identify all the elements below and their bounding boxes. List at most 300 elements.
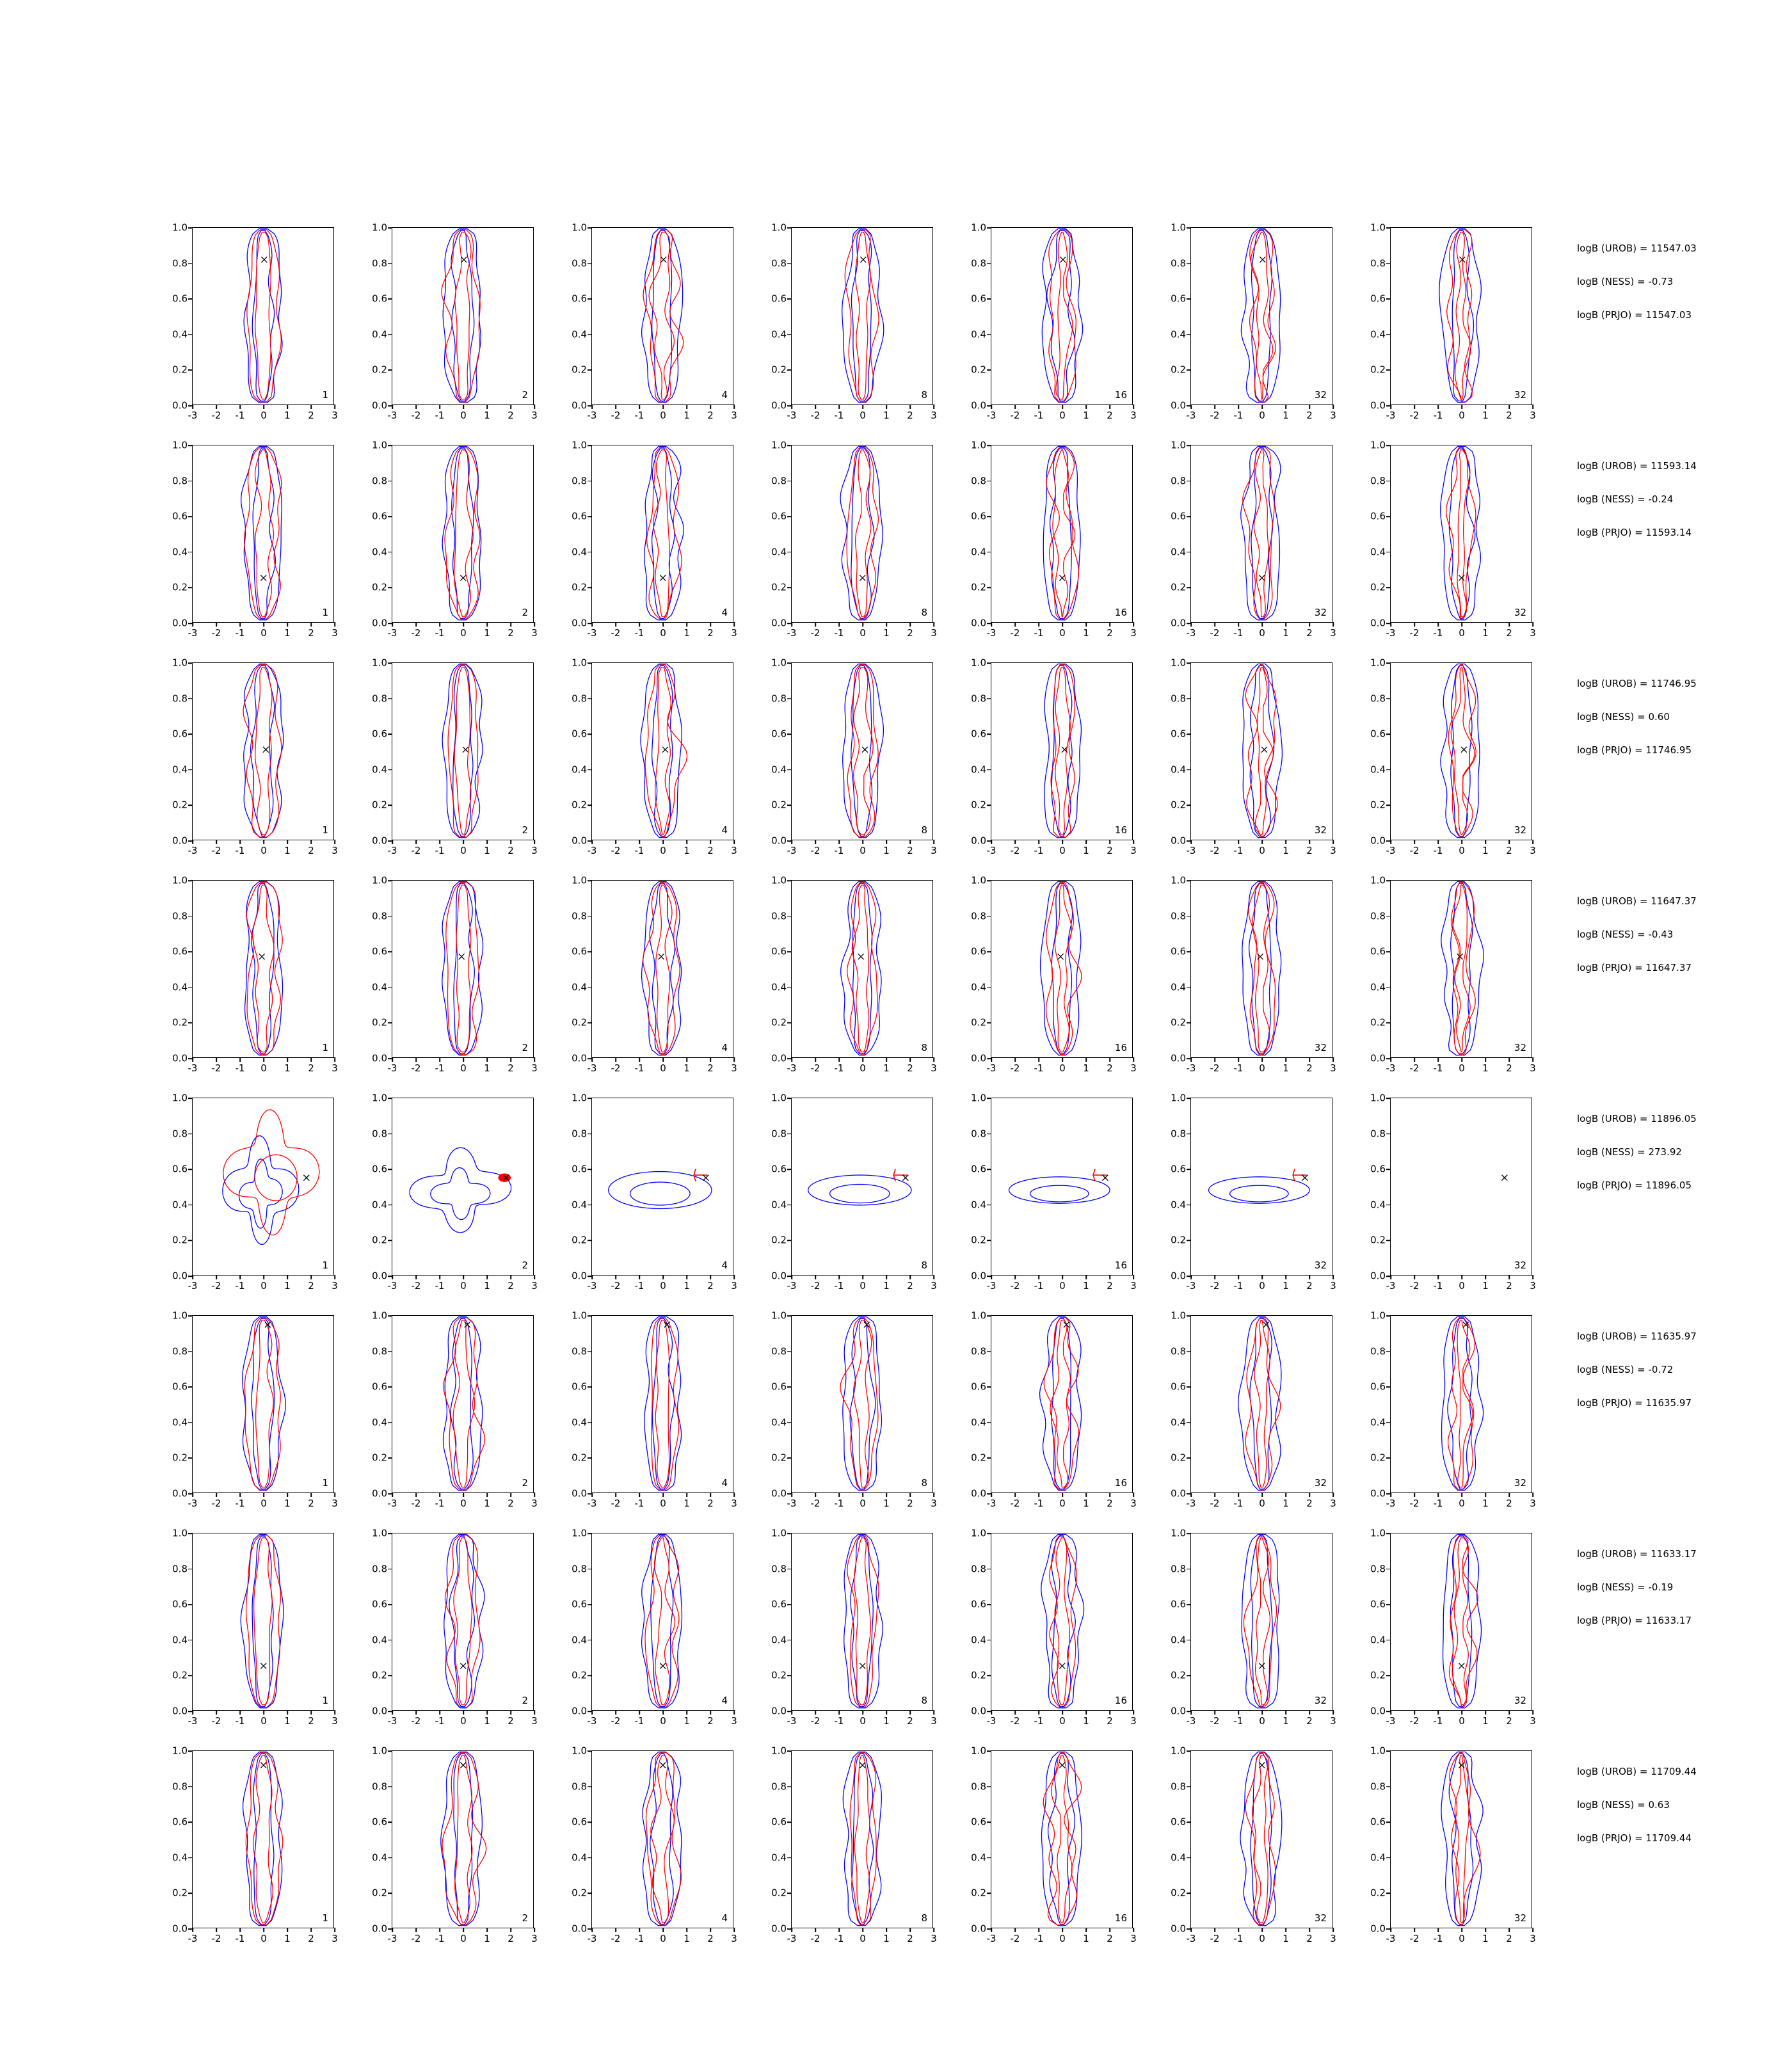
plot-area <box>1370 1527 1536 1727</box>
row-annotation: logB (PRJO) = 11635.97 <box>1577 1397 1692 1409</box>
contour-plot <box>392 1316 533 1492</box>
y-axis-tick-label: 0.4 <box>1171 981 1186 993</box>
x-axis-tick-label: 3 <box>1130 410 1137 421</box>
x-axis-tick-mark <box>615 1928 616 1932</box>
contour-plot <box>392 663 533 840</box>
y-axis-tick-label: 0.2 <box>971 1887 986 1899</box>
y-axis-tick-label: 1.0 <box>172 1092 188 1104</box>
x-axis-tick-label: -2 <box>1409 1498 1420 1509</box>
x-axis-tick-label: 0 <box>1459 1062 1465 1074</box>
x-axis-tick-mark <box>287 622 288 627</box>
x-axis-tick-mark <box>1190 404 1192 409</box>
x-axis-tick-mark <box>639 1710 640 1715</box>
x-axis-tick-mark <box>686 1275 687 1279</box>
y-axis-tick-label: 0.6 <box>172 945 188 957</box>
plot-area <box>572 874 737 1074</box>
x-axis-tick-label: -2 <box>1010 845 1020 856</box>
y-axis-tick-mark <box>1187 1386 1191 1388</box>
y-axis-tick-label: 0.8 <box>372 1780 387 1793</box>
y-axis-tick-label: 0.8 <box>1171 475 1186 487</box>
subplot-panel <box>1171 874 1371 1074</box>
x-axis-tick-label: -2 <box>1409 845 1420 856</box>
x-axis-tick-label: -1 <box>634 845 644 856</box>
x-axis-tick-mark <box>1014 1492 1016 1497</box>
x-axis-tick-mark <box>1437 1928 1439 1932</box>
y-axis-tick-label: 0.4 <box>1171 328 1186 340</box>
x-axis-tick-mark <box>1285 622 1286 627</box>
y-axis-tick-mark <box>1187 662 1191 664</box>
x-axis-tick-label: -1 <box>1233 410 1244 421</box>
y-axis-tick-label: 0.6 <box>172 1816 188 1828</box>
y-axis-tick-mark <box>388 445 392 446</box>
x-axis-tick-mark <box>1414 404 1415 409</box>
contour-plot <box>991 1533 1132 1710</box>
y-axis-tick-label: 0.0 <box>172 1487 188 1500</box>
y-axis-tick-mark <box>1187 1351 1191 1352</box>
plot-area <box>771 1092 937 1292</box>
x-axis-tick-label: 1 <box>1283 627 1289 639</box>
truth-marker-x <box>1060 257 1066 262</box>
subplot-panel <box>572 1309 772 1509</box>
y-axis-tick-mark <box>1386 1351 1391 1352</box>
y-axis-tick-mark <box>987 588 991 589</box>
y-axis-tick-mark <box>787 880 792 881</box>
x-axis-tick-mark <box>591 840 593 844</box>
x-axis-tick-mark <box>662 622 664 627</box>
y-axis-tick-label: 0.2 <box>1370 364 1386 376</box>
x-axis-tick-label: -1 <box>435 1715 445 1727</box>
x-axis-tick-mark <box>791 1710 792 1715</box>
plot-area <box>172 874 338 1074</box>
y-axis-tick-mark <box>1187 298 1191 300</box>
y-axis-tick-label: 0.4 <box>572 546 587 558</box>
y-axis-tick-label: 0.2 <box>1171 1669 1186 1681</box>
x-axis-tick-label: 0 <box>260 1280 267 1292</box>
y-axis-tick-mark <box>1386 588 1391 589</box>
x-axis-tick-mark <box>1214 1928 1215 1932</box>
x-axis-tick-label: 1 <box>1482 1062 1489 1074</box>
y-axis-tick-label: 0.4 <box>971 546 986 558</box>
x-axis-tick-mark <box>392 622 393 627</box>
x-axis-tick-label: 0 <box>660 1933 666 1944</box>
y-axis-tick-mark <box>787 445 792 446</box>
y-axis-tick-label: 0.0 <box>1171 1705 1186 1717</box>
y-axis-tick-label: 0.4 <box>971 1634 986 1646</box>
y-axis-tick-mark <box>987 298 991 300</box>
row-annotation: logB (NESS) = 0.60 <box>1577 711 1670 723</box>
y-axis-tick-label: 0.0 <box>1370 1052 1386 1064</box>
x-axis-tick-label: 2 <box>1306 1498 1313 1509</box>
y-axis-tick-label: 0.4 <box>1370 546 1386 558</box>
y-axis-tick-mark <box>588 1640 592 1641</box>
y-axis-tick-label: 0.4 <box>771 546 787 558</box>
x-axis-tick-label: -2 <box>810 845 820 856</box>
y-axis-tick-mark <box>388 805 392 806</box>
plot-area <box>1171 874 1336 1074</box>
subplot-row <box>172 439 1782 662</box>
x-axis-tick-mark <box>1190 622 1192 627</box>
x-axis-tick-mark <box>1062 1710 1063 1715</box>
subplot-panel <box>1171 657 1371 856</box>
y-axis-tick-label: 0.8 <box>771 692 787 705</box>
y-axis-tick-mark <box>1187 1240 1191 1242</box>
x-axis-tick-label: 1 <box>883 1062 890 1074</box>
y-axis-tick-label: 0.6 <box>1370 1816 1386 1828</box>
y-axis-tick-label: 0.2 <box>771 364 787 376</box>
y-axis-tick-mark <box>588 588 592 589</box>
truth-marker-x <box>460 1663 466 1669</box>
y-axis-tick-mark <box>188 916 193 917</box>
subplot-panel <box>372 1527 572 1727</box>
subplot-panel <box>971 1092 1171 1292</box>
truth-marker-x <box>703 1175 708 1181</box>
y-axis-tick-mark <box>787 1676 792 1677</box>
x-axis-tick-mark <box>1109 404 1110 409</box>
x-axis-tick-mark <box>686 1710 687 1715</box>
y-axis-tick-label: 0.4 <box>572 764 587 776</box>
x-axis-tick-label: -3 <box>787 1280 797 1292</box>
y-axis-tick-label: 1.0 <box>572 1309 587 1322</box>
x-axis-tick-mark <box>1238 1492 1239 1497</box>
x-axis-tick-mark <box>1238 1928 1239 1932</box>
y-axis-tick-label: 0.6 <box>572 1598 587 1610</box>
y-axis-tick-mark <box>987 1204 991 1206</box>
x-axis-tick-label: 3 <box>332 1933 338 1944</box>
x-axis-tick-mark <box>639 1275 640 1279</box>
contour-plot <box>792 663 932 840</box>
x-axis-tick-mark <box>615 1057 616 1062</box>
x-axis-tick-mark <box>1133 404 1134 409</box>
x-axis-tick-label: -3 <box>387 627 397 639</box>
x-axis-tick-label: 3 <box>731 1062 737 1074</box>
x-axis-tick-label: -2 <box>411 1498 421 1509</box>
x-axis-tick-label: -2 <box>211 845 221 856</box>
x-axis-tick-mark <box>534 1492 535 1497</box>
x-axis-tick-label: 0 <box>660 1062 666 1074</box>
x-axis-tick-mark <box>1261 1275 1263 1279</box>
x-axis-tick-mark <box>710 622 711 627</box>
y-axis-tick-label: 0.8 <box>771 1128 787 1140</box>
x-axis-tick-label: 2 <box>1107 1062 1113 1074</box>
y-axis-tick-mark <box>787 916 792 917</box>
y-axis-tick-label: 0.2 <box>172 364 188 376</box>
y-axis-tick-label: 0.6 <box>771 292 787 305</box>
x-axis-tick-label: -3 <box>986 1933 996 1944</box>
plot-area <box>372 221 538 421</box>
y-axis-tick-mark <box>1187 1204 1191 1206</box>
x-axis-tick-mark <box>510 1492 511 1497</box>
contour-plot <box>1191 1098 1332 1275</box>
y-axis-tick-mark <box>987 1098 991 1099</box>
contour-plot <box>991 1316 1132 1492</box>
x-axis-tick-mark <box>1414 1710 1415 1715</box>
x-axis-tick-mark <box>534 622 535 627</box>
x-axis-tick-mark <box>1508 1275 1510 1279</box>
y-axis-tick-mark <box>1386 334 1391 335</box>
y-axis-tick-label: 0.6 <box>1171 945 1186 957</box>
y-axis-tick-mark <box>188 481 193 482</box>
y-axis-tick-mark <box>1187 1786 1191 1788</box>
x-axis-tick-label: 2 <box>707 1933 714 1944</box>
y-axis-tick-label: 0.4 <box>971 328 986 340</box>
y-axis-tick-label: 0.2 <box>372 581 387 593</box>
x-axis-tick-mark <box>287 1057 288 1062</box>
row-annotation: logB (NESS) = -0.72 <box>1577 1364 1674 1375</box>
y-axis-tick-mark <box>1187 334 1191 335</box>
y-axis-tick-label: 1.0 <box>572 1092 587 1104</box>
y-axis-tick-label: 1.0 <box>971 221 986 234</box>
x-axis-tick-label: -3 <box>587 1933 597 1944</box>
x-axis-tick-mark <box>1190 1492 1192 1497</box>
x-axis-tick-mark <box>1190 1057 1192 1062</box>
x-axis-tick-label: -2 <box>611 1933 621 1944</box>
x-axis-tick-label: 3 <box>1130 627 1137 639</box>
x-axis-tick-mark <box>1485 1710 1486 1715</box>
y-axis-tick-label: 0.2 <box>971 1234 986 1246</box>
x-axis-tick-mark <box>791 1057 792 1062</box>
x-axis-tick-label: -1 <box>1433 410 1443 421</box>
y-axis-tick-label: 0.6 <box>172 1163 188 1175</box>
y-axis-tick-label: 0.8 <box>1370 257 1386 269</box>
y-axis-tick-label: 0.6 <box>1171 1163 1186 1175</box>
plot-area <box>1370 439 1536 639</box>
x-axis-tick-label: -3 <box>986 1062 996 1074</box>
panel-count-label: 32 <box>1314 824 1327 836</box>
x-axis-tick-mark <box>1214 840 1215 844</box>
x-axis-tick-mark <box>862 840 863 844</box>
x-axis-tick-label: 3 <box>1530 1280 1536 1292</box>
y-axis-tick-label: 0.0 <box>372 1487 387 1500</box>
y-axis-tick-label: 0.0 <box>1370 1705 1386 1717</box>
x-axis-tick-label: 0 <box>460 410 467 421</box>
y-axis-tick-label: 0.0 <box>572 617 587 629</box>
x-axis-tick-mark <box>1014 1057 1016 1062</box>
y-axis-tick-mark <box>188 334 193 335</box>
x-axis-tick-mark <box>439 404 440 409</box>
contour-plot <box>193 881 333 1057</box>
x-axis-tick-mark <box>1532 1928 1533 1932</box>
x-axis-tick-mark <box>909 1928 911 1932</box>
subplot-panel <box>372 1309 572 1509</box>
y-axis-tick-label: 0.0 <box>372 617 387 629</box>
truth-marker-x <box>1459 1663 1464 1669</box>
contour-plot <box>1191 1316 1332 1492</box>
y-axis-tick-label: 1.0 <box>1171 1092 1186 1104</box>
y-axis-tick-label: 0.6 <box>572 292 587 305</box>
x-axis-tick-mark <box>1390 1928 1391 1932</box>
x-axis-tick-mark <box>1285 840 1286 844</box>
y-axis-tick-mark <box>1386 1204 1391 1206</box>
y-axis-tick-label: 0.8 <box>572 910 587 922</box>
y-axis-tick-label: 0.2 <box>1171 1887 1186 1899</box>
y-axis-tick-mark <box>188 698 193 700</box>
x-axis-tick-mark <box>310 1928 312 1932</box>
x-axis-tick-label: 0 <box>1459 1715 1465 1727</box>
plot-area <box>572 1527 737 1727</box>
y-axis-tick-label: 1.0 <box>1171 1309 1186 1322</box>
x-axis-tick-mark <box>1532 404 1533 409</box>
x-axis-tick-mark <box>1485 1928 1486 1932</box>
x-axis-tick-mark <box>216 1275 217 1279</box>
y-axis-tick-label: 1.0 <box>572 221 587 234</box>
y-axis-tick-label: 0.4 <box>771 1199 787 1211</box>
y-axis-tick-mark <box>188 1133 193 1135</box>
x-axis-tick-label: 0 <box>860 1062 866 1074</box>
y-axis-tick-mark <box>588 769 592 771</box>
x-axis-tick-mark <box>1508 622 1510 627</box>
x-axis-tick-mark <box>1532 1710 1533 1715</box>
x-axis-tick-mark <box>933 1275 934 1279</box>
x-axis-tick-mark <box>334 622 335 627</box>
y-axis-tick-mark <box>188 298 193 300</box>
x-axis-tick-mark <box>933 1710 934 1715</box>
truth-marker-x <box>460 575 466 581</box>
x-axis-tick-label: 2 <box>1506 1062 1512 1074</box>
truth-marker-x <box>1059 575 1065 581</box>
y-axis-tick-label: 0.8 <box>1370 692 1386 705</box>
x-axis-tick-mark <box>1309 1492 1310 1497</box>
y-axis-tick-mark <box>388 1640 392 1641</box>
x-axis-tick-label: 3 <box>731 845 737 856</box>
y-axis-tick-label: 0.0 <box>1171 399 1186 412</box>
y-axis-tick-label: 1.0 <box>771 221 787 234</box>
y-axis-tick-mark <box>987 1750 991 1752</box>
x-axis-tick-label: 0 <box>1059 1715 1066 1727</box>
y-axis-tick-mark <box>188 805 193 806</box>
subplot-panel <box>572 439 772 639</box>
x-axis-tick-label: -2 <box>1409 1062 1420 1074</box>
x-axis-tick-label: -2 <box>411 1715 421 1727</box>
truth-marker-x <box>858 954 864 959</box>
panel-count-label: 16 <box>1114 1477 1127 1489</box>
y-axis-tick-label: 0.6 <box>1171 1598 1186 1610</box>
x-axis-tick-label: -1 <box>834 410 844 421</box>
x-axis-tick-mark <box>862 622 863 627</box>
x-axis-tick-label: 1 <box>883 627 890 639</box>
x-axis-tick-label: 0 <box>1459 845 1465 856</box>
x-axis-tick-label: -2 <box>1409 1715 1420 1727</box>
truth-marker-x <box>662 747 668 753</box>
panel-count-label: 32 <box>1314 607 1327 618</box>
x-axis-tick-label: -2 <box>1409 1280 1420 1292</box>
truth-marker-x <box>659 954 664 959</box>
x-axis-tick-mark <box>733 1928 735 1932</box>
y-axis-tick-mark <box>1386 733 1391 735</box>
y-axis-tick-mark <box>388 769 392 771</box>
x-axis-tick-mark <box>1190 1710 1192 1715</box>
y-axis-tick-mark <box>588 370 592 371</box>
panel-count-label: 32 <box>1514 1695 1526 1706</box>
x-axis-tick-label: -3 <box>587 1062 597 1074</box>
y-axis-tick-label: 0.4 <box>771 1852 787 1864</box>
x-axis-tick-label: 2 <box>1506 1933 1512 1944</box>
plot-area <box>372 1527 538 1727</box>
y-axis-tick-label: 0.4 <box>372 764 387 776</box>
y-axis-tick-mark <box>987 1569 991 1570</box>
x-axis-tick-mark <box>1038 404 1039 409</box>
panel-count-label: 16 <box>1114 389 1127 401</box>
plot-area <box>572 1309 737 1509</box>
x-axis-tick-label: 3 <box>1330 627 1336 639</box>
x-axis-tick-mark <box>1508 404 1510 409</box>
plot-area <box>572 439 737 639</box>
truth-marker-x <box>460 1763 466 1768</box>
subplot-panel <box>1171 1745 1371 1944</box>
y-axis-tick-mark <box>388 987 392 988</box>
x-axis-tick-label: 0 <box>1259 1280 1265 1292</box>
y-axis-tick-mark <box>588 481 592 482</box>
y-axis-tick-mark <box>987 516 991 517</box>
x-axis-tick-label: 0 <box>1259 627 1265 639</box>
x-axis-tick-mark <box>192 840 193 844</box>
x-axis-tick-label: 1 <box>883 1498 890 1509</box>
x-axis-tick-mark <box>1437 1710 1439 1715</box>
x-axis-tick-label: 1 <box>1482 1715 1489 1727</box>
y-axis-tick-mark <box>188 516 193 517</box>
y-axis-tick-label: 0.2 <box>771 1669 787 1681</box>
x-axis-tick-label: 2 <box>707 1715 714 1727</box>
y-axis-tick-label: 0.8 <box>572 692 587 705</box>
x-axis-tick-mark <box>1461 1928 1462 1932</box>
y-axis-tick-label: 0.2 <box>771 799 787 811</box>
truth-marker-x <box>260 1763 266 1768</box>
y-axis-tick-label: 0.2 <box>572 1669 587 1681</box>
subplot-row <box>172 1745 1782 1968</box>
x-axis-tick-label: 2 <box>1107 1715 1113 1727</box>
truth-marker-x <box>1058 954 1064 959</box>
row-annotation: logB (PRJO) = 11593.14 <box>1577 527 1692 538</box>
x-axis-tick-mark <box>591 1275 593 1279</box>
subplot-row <box>172 221 1782 445</box>
x-axis-tick-label: -3 <box>986 1498 996 1509</box>
y-axis-tick-mark <box>188 1098 193 1099</box>
y-axis-tick-label: 0.6 <box>1370 728 1386 740</box>
y-axis-tick-mark <box>388 880 392 881</box>
x-axis-tick-label: 3 <box>931 1715 937 1727</box>
x-axis-tick-label: -1 <box>1233 627 1244 639</box>
x-axis-tick-label: 3 <box>931 410 937 421</box>
panel-count-label: 4 <box>721 1912 728 1924</box>
x-axis-tick-mark <box>1461 1492 1462 1497</box>
x-axis-tick-label: 2 <box>907 845 913 856</box>
y-axis-tick-mark <box>1187 1821 1191 1823</box>
x-axis-tick-label: -3 <box>188 1280 198 1292</box>
y-axis-tick-label: 0.8 <box>172 1128 188 1140</box>
x-axis-tick-label: 2 <box>508 1062 514 1074</box>
y-axis-tick-mark <box>787 1169 792 1170</box>
x-axis-tick-mark <box>1238 1275 1239 1279</box>
y-axis-tick-mark <box>1386 662 1391 664</box>
y-axis-tick-label: 0.0 <box>1370 835 1386 847</box>
x-axis-tick-mark <box>192 1928 193 1932</box>
y-axis-tick-label: 0.0 <box>372 1270 387 1282</box>
y-axis-tick-label: 0.8 <box>372 1563 387 1575</box>
plot-area <box>1171 439 1336 639</box>
y-axis-tick-mark <box>588 1133 592 1135</box>
y-axis-tick-label: 0.2 <box>771 1452 787 1464</box>
y-axis-tick-mark <box>588 951 592 952</box>
y-axis-tick-mark <box>1386 1533 1391 1534</box>
y-axis-tick-mark <box>987 1351 991 1352</box>
x-axis-tick-label: 3 <box>931 1498 937 1509</box>
x-axis-tick-label: 0 <box>660 410 666 421</box>
truth-marker-x <box>1463 1322 1469 1327</box>
x-axis-tick-label: 2 <box>1306 1062 1313 1074</box>
y-axis-tick-mark <box>1187 987 1191 988</box>
y-axis-tick-mark <box>1187 445 1191 446</box>
x-axis-tick-label: 2 <box>1506 1280 1512 1292</box>
y-axis-tick-label: 0.6 <box>372 1816 387 1828</box>
